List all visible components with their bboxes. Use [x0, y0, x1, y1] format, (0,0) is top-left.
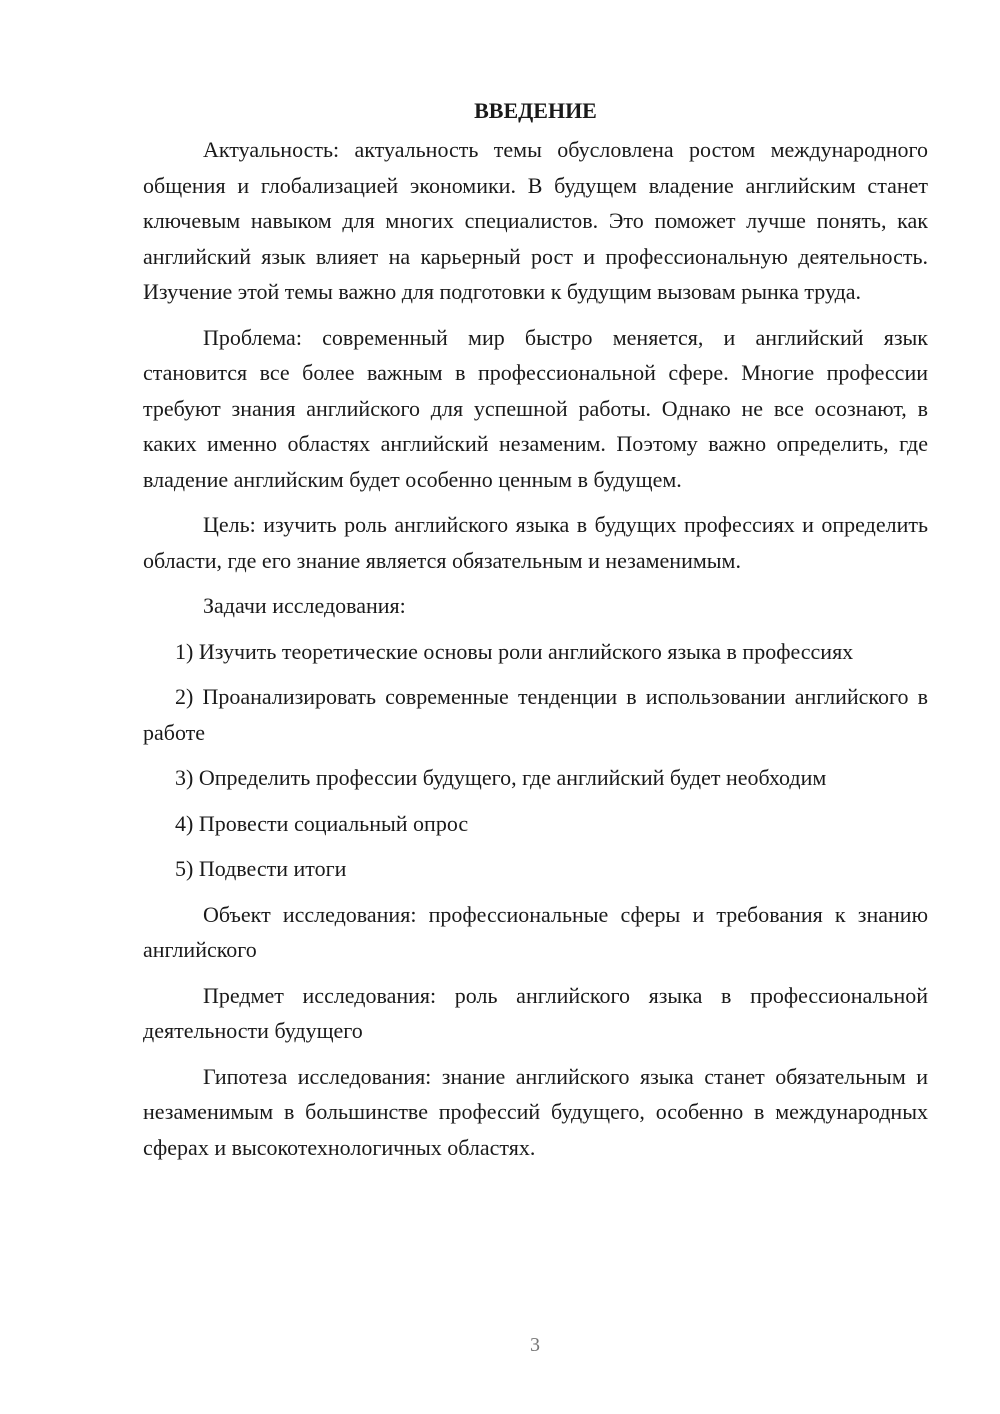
paragraph-goal: Цель: изучить роль английского языка в будущих профессиях и определить области, где его знание является обязательным и незаменимым.	[143, 512, 928, 573]
document-page	[143, 96, 928, 1175]
paragraph-object: Объект исследования: профессиональные сферы и требования к знанию английского	[143, 901, 928, 962]
paragraph-hypothesis: Гипотеза исследования: знание английского языка станет обязательным и незаменимым в большинстве профессий будущего, особенно в международных сферах и высокотехнологичных областях.	[143, 1063, 928, 1160]
paragraph-relevance: Актуальность: актуальность темы обусловлена ростом международного общения и глобализацией экономики. В будущем владение английским станет ключевым навыком для многих специалистов. Это поможет лучше понять, как английский язык влияет на карьерный рост и профессиональную деятельность. Изучение этой темы важно для подготовки к будущим вызовам рынка труда.	[143, 137, 928, 304]
tasks-list	[143, 634, 928, 887]
list-item: 2) Проанализировать современные тенденции в использовании английского в работе	[143, 684, 928, 745]
page-title: ВВЕДЕНИЕ	[474, 98, 597, 123]
paragraph-subject: Предмет исследования: роль английского языка в профессиональной деятельности будущего	[143, 982, 928, 1043]
list-item: 4) Провести социальный опрос	[175, 810, 469, 836]
list-item: 1) Изучить теоретические основы роли английского языка в профессиях	[175, 638, 854, 664]
page-number: 3	[530, 1334, 540, 1356]
list-item: 5) Подвести итоги	[175, 856, 347, 881]
tasks-heading: Задачи исследования:	[203, 593, 406, 618]
paragraph-problem: Проблема: современный мир быстро меняется, и английский язык становится все более важным в профессиональной сфере. Многие профессии требуют знания английского для успешной работы. Однако не все осознают, в каких именно областях английский незаменим. Поэтому важно определить, где владение английским будет особенно ценным в будущем.	[143, 324, 928, 492]
list-item: 3) Определить профессии будущего, где английский будет необходим	[175, 765, 827, 790]
